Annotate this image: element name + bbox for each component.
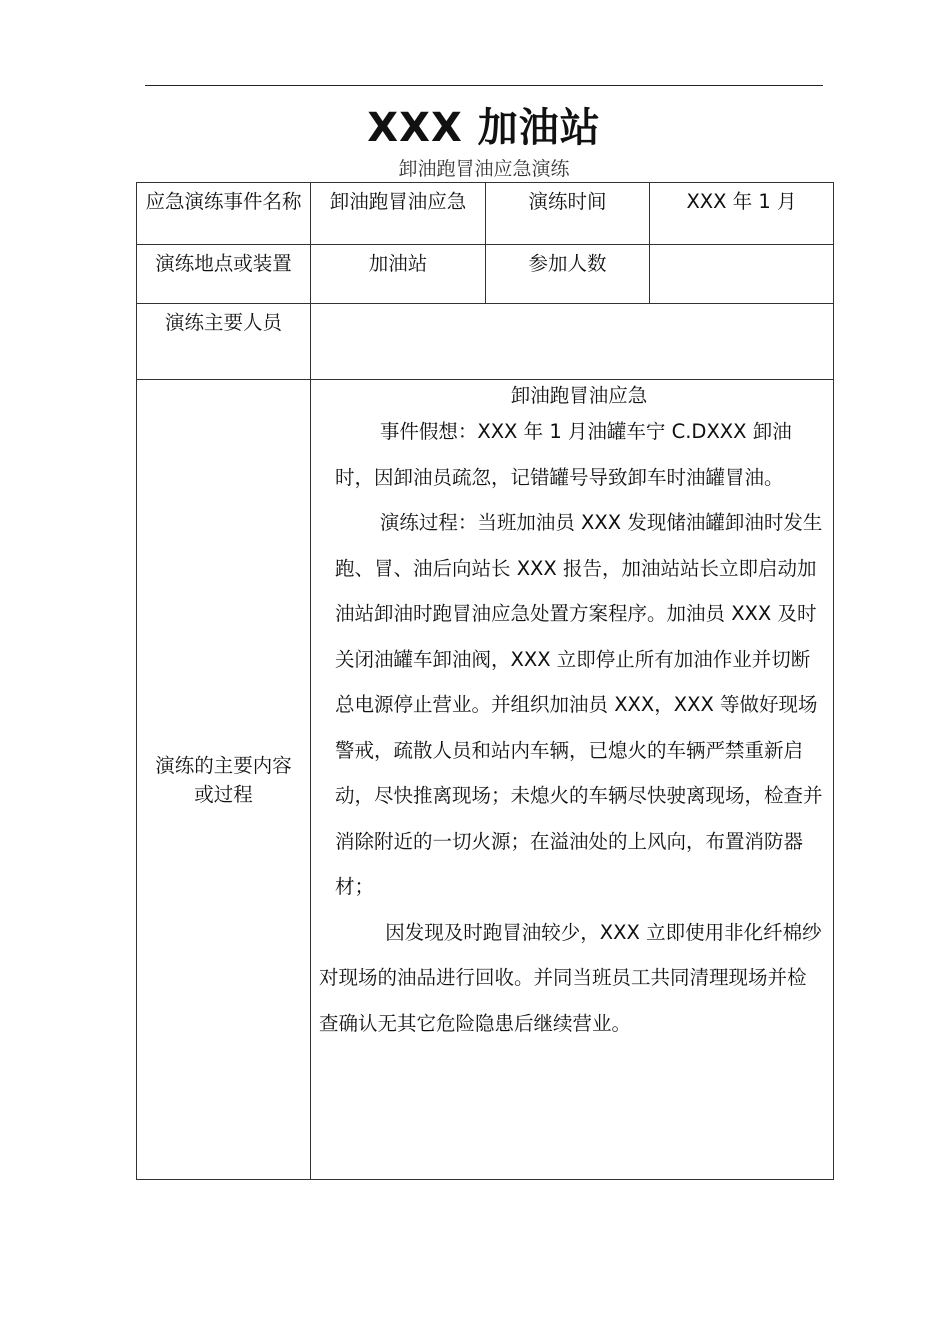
drill-time-label: 演练时间 bbox=[486, 183, 650, 245]
content-label bbox=[137, 380, 311, 1180]
event-name-label: 应急演练事件名称 bbox=[137, 183, 311, 245]
location-value: 加油站 bbox=[311, 245, 486, 304]
personnel-value bbox=[311, 304, 834, 380]
event-name-value: 卸油跑冒油应急 bbox=[311, 183, 486, 245]
table-row bbox=[137, 183, 834, 245]
table-row bbox=[137, 245, 834, 304]
document-subtitle: 卸油跑冒油应急演练 bbox=[398, 158, 570, 180]
header-rule bbox=[145, 85, 823, 86]
participants-label: 参加人数 bbox=[486, 245, 650, 304]
process-paragraph: 演练过程：当班加油员 XXX 发现储油罐卸油时发生跑、冒、油后向站长 XXX 报告，加油站站长立即启动加油站卸油时跑冒油应急处置方案程序。加油员 XXX 及时关闭油罐车卸油阀，XXX 立即停止所有加油作业并切断总电源停止营业。并组织加油员 XXX，XXX 等做好现场警戒，疏散人员和站内车辆，已熄火的车辆严禁重新启动，尽快推离现场；未熄火的车辆尽快驶离现场，检查并消除附近的一切火源；在溢油处的上风向，布置消防器材； bbox=[335, 511, 823, 898]
participants-value bbox=[650, 245, 834, 304]
personnel-label: 演练主要人员 bbox=[137, 304, 311, 380]
drill-record-table bbox=[136, 182, 834, 1180]
recovery-paragraph: 因发现及时跑冒油较少，XXX 立即使用非化纤棉纱对现场的油品进行回收。并同当班员工共同清理现场并检查确认无其它危险隐患后继续营业。 bbox=[319, 920, 822, 1035]
table-row bbox=[137, 304, 834, 380]
table-row bbox=[137, 380, 834, 1180]
location-label: 演练地点或装置 bbox=[137, 245, 311, 304]
drill-time-value: XXX 年 1 月 bbox=[650, 183, 834, 245]
content-heading: 卸油跑冒油应急 bbox=[510, 384, 648, 407]
content-label-text: 演练的主要内容或过程 bbox=[155, 753, 292, 806]
scenario-paragraph: 事件假想：XXX 年 1 月油罐车宁 C.DXXX 卸油时，因卸油员疏忽，记错罐号导致卸车时油罐冒油。 bbox=[335, 420, 792, 489]
content-cell bbox=[311, 380, 834, 1180]
document-title: XXX 加油站 bbox=[367, 105, 601, 151]
